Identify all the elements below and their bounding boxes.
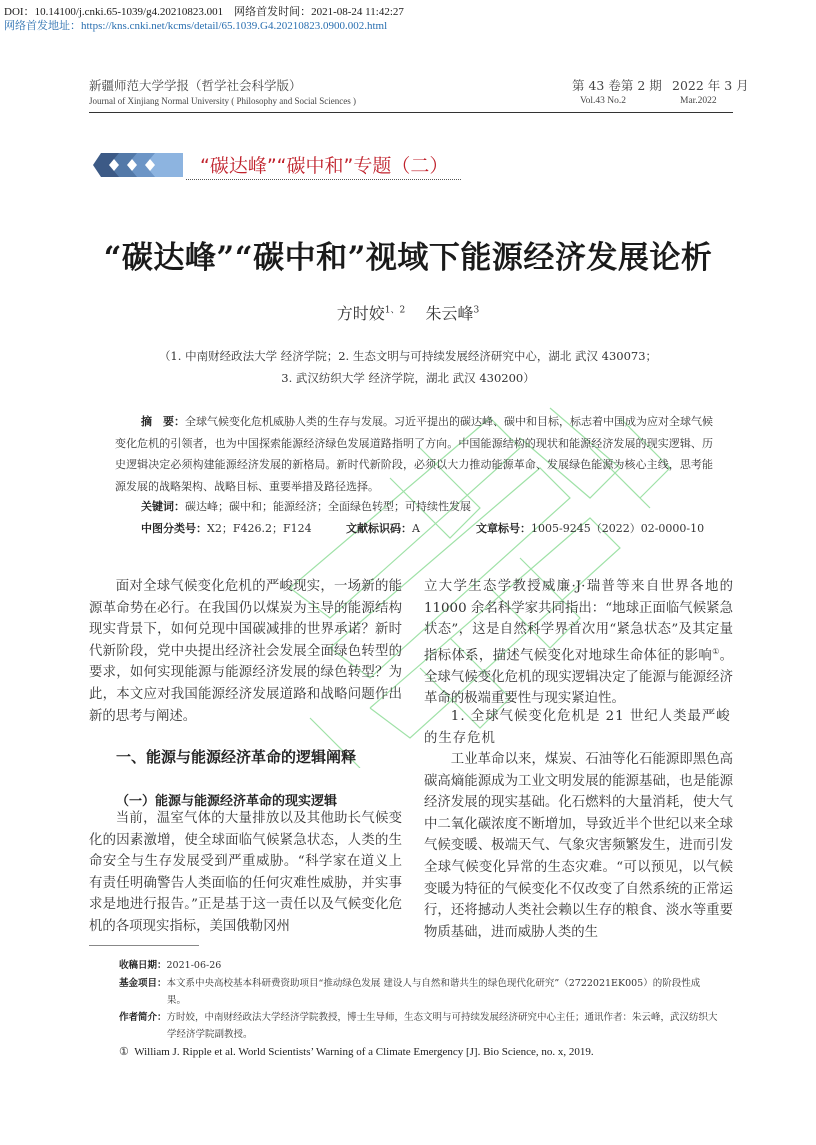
- abstract-text: 全球气候变化危机威胁人类的生存与发展。习近平提出的碳达峰、碳中和目标，标志着中国成为应对全球气候变化危机的引领者，也为中国探索能源经济绿色发展道路指明了方向。中国能源结构的现状和能源经济发展的现实逻辑、历史逻辑决定必须构建能源经济发展的新格局。新时代新阶段，必须以大力推动能源革命、发展绿色能源为核心主线，思考能源发展的战略架构、战略目标、重要举措及路径选择。: [115, 415, 713, 493]
- intro-text: 面对全球气候变化危机的严峻现实，一场新的能源革命势在必行。在我国仍以煤炭为主导的能源结构现实背景下，如何兑现中国碳减排的世界承诺？新时代新阶段，党中央提出经济社会发展全面绿色转型的要求，如何实现能源与能源经济发展的绿色转型？为此，本文应对我国能源经济发展道路和战略问题作出新的思考与阐述。: [89, 579, 402, 724]
- banner-dotted-rule: [186, 179, 461, 180]
- fund-label: 基金项目：: [119, 978, 167, 989]
- affiliation-line: （1. 中南财经政法大学 经济学院；2. 生态文明与可持续发展经济研究中心，湖北 武汉 430073；: [158, 349, 658, 363]
- footnote-ref[interactable]: ①: [712, 646, 720, 656]
- classification-line: [141, 520, 704, 536]
- doc-code-label: 文献标识码：: [346, 522, 412, 535]
- fund-info: [119, 975, 719, 1009]
- clc-label: 中图分类号：: [141, 522, 207, 535]
- banner-chevrons-icon: [93, 153, 183, 177]
- received-value: 2021-06-26: [166, 960, 222, 971]
- body-text: 当前，温室气体的大量排放以及其他助长气候变化的因素激增，使全球面临气候紧急状态，人类的生命安全与生存发展受到严重威胁。“科学家在道义上有责任明确警告人类面临的任何灾难性威胁，并实事求是地进行报告。”正是基于这一责任以及气候变化危机的各项现实指标，美国俄勒冈州: [89, 811, 402, 934]
- author-affil-sup: 1、2: [384, 305, 406, 316]
- reference-footnote: [119, 1045, 594, 1058]
- intro-paragraph: [89, 576, 402, 727]
- author-affil-sup: 3: [473, 305, 480, 316]
- pub-url-line: [4, 17, 387, 33]
- reference-marker: ①: [119, 1046, 129, 1058]
- body-text: 立大学生态学教授威廉·J·瑞普等来自世界各地的11000 余名科学家共同指出：“地球正面临气候紧急状态”，这是自然科学界首次用“紧急状态”及其定量指标体系，描述气候变化对地球生命体征的影响: [424, 579, 733, 664]
- body-text: 工业革命以来，煤炭、石油等化石能源即黑色高碳高熵能源成为工业文明发展的能源基础，也是能源经济发展的现实基础。化石燃料的大量消耗，使大气中二氧化碳浓度不断增加，导致近半个世纪以来全球气候变暖、极端天气、气象灾害频繁发生，进而引发全球气候变化异常的生态灾难。“可以预见，以气候变暖为特征的气候变化不仅改变了自然系统的正常运行，还将撼动人类社会赖以生存的粮食、淡水等重要物质基础，进而威胁人类的生: [424, 752, 733, 940]
- topic-banner-title: “碳达峰”“碳中和”专题（二）: [200, 155, 449, 177]
- journal-date-cn: 2022 年 3 月: [672, 78, 749, 93]
- abstract-label: 摘 要：: [141, 415, 185, 428]
- received-label: 收稿日期：: [119, 960, 167, 971]
- author-bio-text: 方时姣，中南财经政法大学经济学院教授，博士生导师，生态文明与可持续发展经济研究中心主任；通讯作者：朱云峰，武汉纺织大学经济学院副教授。: [166, 1012, 718, 1040]
- affiliation-line: 3. 武汉纺织大学 经济学院，湖北 武汉 430200）: [281, 371, 535, 385]
- author-bio: [119, 1009, 719, 1043]
- article-no-label: 文章标号：: [476, 522, 531, 535]
- author-bio-label: 作者简介：: [119, 1012, 167, 1023]
- pubtime-value: 2021-08-24 11:42:27: [311, 6, 404, 18]
- article-title: “碳达峰”“碳中和”视域下能源经济发展论析: [103, 240, 713, 276]
- section-heading: 一、能源与能源经济革命的逻辑阐释: [116, 748, 357, 766]
- article-no-value: 1005-9245（2022）02-0000-10: [531, 522, 705, 535]
- clc-value: X2；F426.2；F124: [207, 522, 312, 535]
- keywords-label: 关键词：: [141, 500, 185, 513]
- keywords: [141, 498, 471, 514]
- body-paragraph: [89, 808, 402, 938]
- author-name: 朱云峰: [425, 304, 474, 323]
- header-rule: [89, 112, 733, 113]
- author-name: 方时姣: [336, 304, 385, 323]
- doi-label: DOI：: [4, 6, 35, 18]
- reference-text: William J. Ripple et al. World Scientists’ Warning of a Climate Emergency [J]. Bio Science, no. x, 2019.: [134, 1046, 594, 1058]
- abstract: [115, 411, 713, 497]
- journal-volume-cn: 第 43 卷第 2 期: [572, 78, 662, 93]
- body-text: 。全球气候变化危机的现实逻辑决定了能源与能源经济革命的极端重要性与现实紧迫性。: [424, 648, 734, 707]
- pubtime-label: 网络首发时间：: [234, 6, 312, 18]
- keywords-text: 碳达峰；碳中和；能源经济；全面绿色转型；可持续性发展: [185, 500, 471, 513]
- point-heading: 1. 全球气候变化危机是 21 世纪人类最严峻的生存危机: [424, 709, 731, 746]
- body-paragraph: [424, 576, 733, 710]
- journal-volume-en: Vol.43 No.2: [580, 96, 627, 106]
- fund-text: 本文系中央高校基本科研费资助项目“推动绿色发展 建设人与自然和谐共生的绿色现代化研究”（2722021EK005）的阶段性成果。: [166, 978, 701, 1006]
- journal-name-cn: 新疆师范大学学报（哲学社会科学版）: [89, 78, 302, 93]
- pub-url-link[interactable]: https://kns.cnki.net/kcms/detail/65.1039.G4.20210823.0900.002.html: [81, 20, 388, 32]
- doc-code-value: A: [412, 522, 420, 535]
- body-paragraph: [424, 749, 733, 943]
- footnote-rule: [89, 945, 199, 946]
- doi-value[interactable]: 10.14100/j.cnki.65-1039/g4.20210823.001: [34, 6, 224, 18]
- author-list: [0, 301, 816, 324]
- received-date: [119, 957, 221, 974]
- journal-date-en: Mar.2022: [680, 96, 717, 106]
- subsection-heading: （一）能源与能源经济革命的现实逻辑: [116, 794, 338, 809]
- pub-url-label: 网络首发地址：: [4, 20, 81, 32]
- journal-name-en: Journal of Xinjiang Normal University ( Philosophy and Social Sciences ): [89, 96, 356, 106]
